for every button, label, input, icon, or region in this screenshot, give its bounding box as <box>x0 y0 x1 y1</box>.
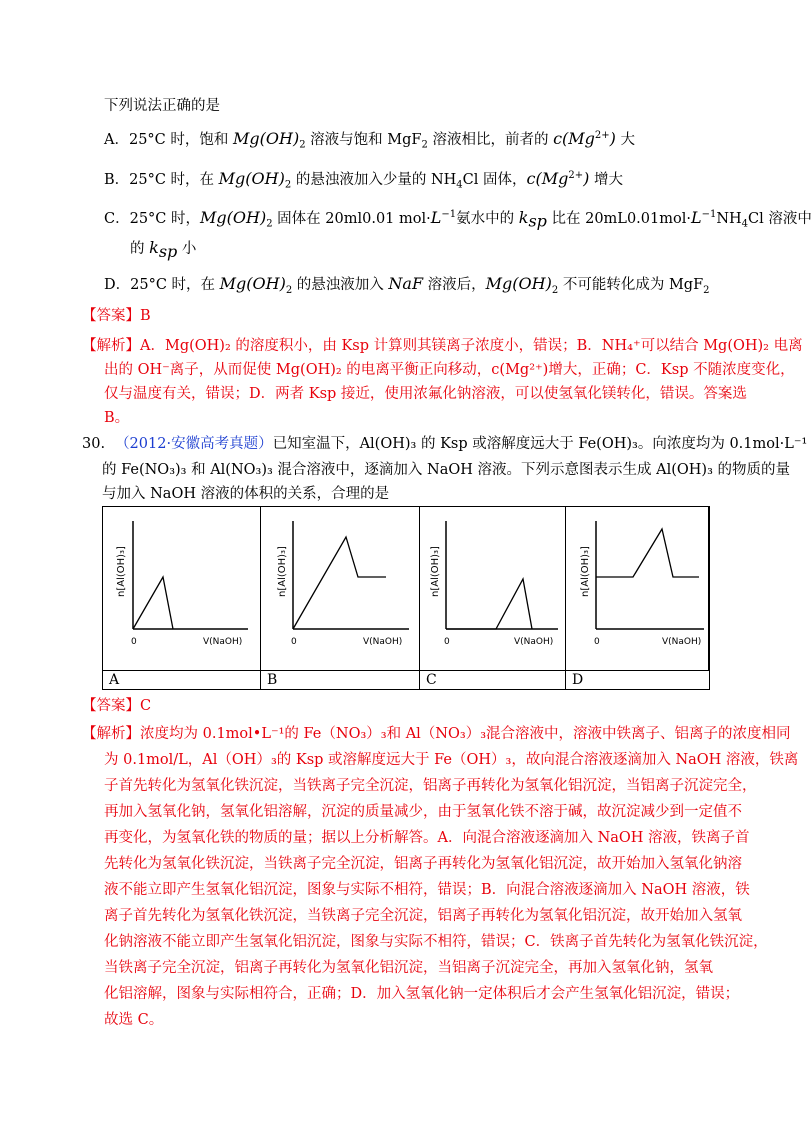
question-30-line-1: 30. （2012·安徽高考真题）已知室温下，Al(OH)₃ 的 Ksp 或溶解度远大于 Fe(OH)₃。向浓度均为 0.1mol·L⁻¹ <box>82 436 808 452</box>
graph-d-curve <box>596 529 699 577</box>
graph-a <box>103 507 261 670</box>
origin-label: 0 <box>444 637 450 647</box>
label-a: A <box>103 671 261 690</box>
y-axis-label: n[Al(OH)₃] <box>580 546 591 597</box>
analysis-30-line-8: 离子首先转化为氢氧化铁沉淀，当铁离子完全沉淀，铝离子再转化为氢氧化铝沉淀，故开始加入氢氧 <box>104 908 742 924</box>
option-b: B．25°C 时，在 $Mg(OH)_2$ 的悬浊液加入少量的 $NH_4Cl$ 固体，$c(Mg^{2+})$ 增大 <box>104 168 623 191</box>
question-30-line-2: 的 Fe(NO₃)₃ 和 Al(NO₃)₃ 混合溶液中，逐滴加入 NaOH 溶液。下列示意图表示生成 Al(OH)₃ 的物质的量 <box>102 462 790 478</box>
graph-c-curve <box>446 579 532 629</box>
y-axis-label: n[Al(OH)₃] <box>277 546 288 597</box>
option-a: A．25°C 时，饱和 $Mg(OH)_2$ 溶液与饱和 MgF$_2$ 溶液相比，前者的 $c(Mg^{2+})$ 大 <box>104 128 636 151</box>
analysis-30-line-2: 为 0.1mol/L，Al（OH）₃的 Ksp 或溶解度远大于 Fe（OH）₃，故向混合溶液逐滴加入 NaOH 溶液，铁离 <box>104 752 799 768</box>
x-axis-label: V(NaOH) <box>363 637 403 647</box>
answer-30: 【答案】C <box>82 698 152 714</box>
question-number: 30. <box>82 436 106 452</box>
origin-label: 0 <box>594 637 600 647</box>
analysis-30-line-3: 子首先转化为氢氧化铁沉淀，当铁离子完全沉淀，铝离子再转化为氢氧化铝沉淀，当铝离子沉淀完全， <box>104 778 757 794</box>
x-axis-label: V(NaOH) <box>662 637 702 647</box>
analysis-30-line-6: 先转化为氢氧化铁沉淀，当铁离子完全沉淀，铝离子再转化为氢氧化铝沉淀，故开始加入氢氧化钠溶 <box>104 856 742 872</box>
option-c: C．25°C 时，$Mg(OH)_2$ 固体在 20ml0.01 $mol\cdot L^{-1}$氨水中的 $k_{sp}$ 比在 $20mL0.01mol\cdot L^{-1}NH_4Cl$ 溶液中 <box>104 207 812 231</box>
option-d: D．25°C 时，在 $Mg(OH)_2$ 的悬浊液加入 NaF 溶液后，$Mg(OH)_2$ 不可能转化成为 MgF$_2$ <box>104 274 710 296</box>
analysis-30-line-9: 化钠溶液不能立即产生氢氧化铝沉淀，图象与实际不相符，错误；C．铁离子首先转化为氢氧化铁沉淀， <box>104 934 768 950</box>
origin-label: 0 <box>131 637 137 647</box>
question-source: （2012·安徽高考真题） <box>115 436 273 452</box>
label-c: C <box>420 671 566 690</box>
y-axis-label: n[Al(OH)₃] <box>430 546 441 597</box>
analysis-30-line-7: 液不能立即产生氢氧化铝沉淀，图象与实际不相符，错误；B．向混合溶液逐滴加入 NaOH 溶液，铁 <box>104 882 750 898</box>
option-c-cont: 的 $k_{sp}$ 小 <box>130 238 197 261</box>
analysis-29-line-2: 出的 OH⁻离子，从而促使 Mg(OH)₂ 的电离平衡正向移动，c(Mg²⁺)增大，正确；C．Ksp 不随浓度变化， <box>104 362 795 378</box>
question-30-line-3: 与加入 NaOH 溶液的体积的关系，合理的是 <box>102 486 390 502</box>
graph-b <box>261 507 420 670</box>
label-b: B <box>261 671 420 690</box>
answer-29: 【答案】B <box>82 308 151 324</box>
graph-b-curve <box>293 537 386 629</box>
graph-cell-d <box>566 507 709 670</box>
graph-cell-c <box>420 507 566 670</box>
analysis-30-line-10: 当铁离子完全沉淀，铝离子再转化为氢氧化铝沉淀，当铝离子沉淀完全，再加入氢氧化钠，氢氧 <box>104 960 713 976</box>
analysis-30-line-5: 再变化，为氢氧化铁的物质的量；据以上分析解答。A．向混合溶液逐滴加入 NaOH 溶液，铁离子首 <box>104 830 750 846</box>
analysis-29-line-4: B。 <box>104 410 130 426</box>
label-d: D <box>572 672 584 688</box>
y-axis-label: n[Al(OH)₃] <box>116 546 127 597</box>
graph-label-row <box>103 670 709 690</box>
analysis-30-line-12: 故选 C。 <box>104 1012 164 1028</box>
analysis-30-line-4: 再加入氢氧化钠，氢氧化铝溶解，沉淀的质量减少，由于氢氧化铁不溶于碱，故沉淀减少到一定值不 <box>104 804 742 820</box>
graph-d <box>566 507 709 670</box>
graph-cell-b <box>261 507 420 670</box>
question-stem: 下列说法正确的是 <box>104 98 220 114</box>
x-axis-label: V(NaOH) <box>203 637 243 647</box>
origin-label: 0 <box>291 637 297 647</box>
graph-cell-a <box>103 507 261 670</box>
graph-a-curve <box>133 577 173 629</box>
analysis-30-line-11: 化铝溶解，图象与实际相符合，正确；D．加入氢氧化钠一定体积后才会产生氢氧化铝沉淀，错误； <box>104 986 740 1002</box>
analysis-29-line-3: 仅与温度有关，错误；D．两者 Ksp 接近，使用浓氟化钠溶液，可以使氢氧化镁转化，错误。答案选 <box>104 386 747 402</box>
x-axis-label: V(NaOH) <box>514 637 554 647</box>
analysis-29-line-1: 【解析】A．Mg(OH)₂ 的溶度积小，由 Ksp 计算则其镁离子浓度小，错误；B．NH₄⁺可以结合 Mg(OH)₂ 电离 <box>82 338 803 354</box>
analysis-30-line-1: 【解析】浓度均为 0.1mol•L⁻¹的 Fe（NO₃）₃和 Al（NO₃）₃混合溶液中，溶液中铁离子、铝离子的浓度相同 <box>82 726 791 742</box>
graph-c <box>420 507 566 670</box>
graph-options-table <box>102 506 710 690</box>
